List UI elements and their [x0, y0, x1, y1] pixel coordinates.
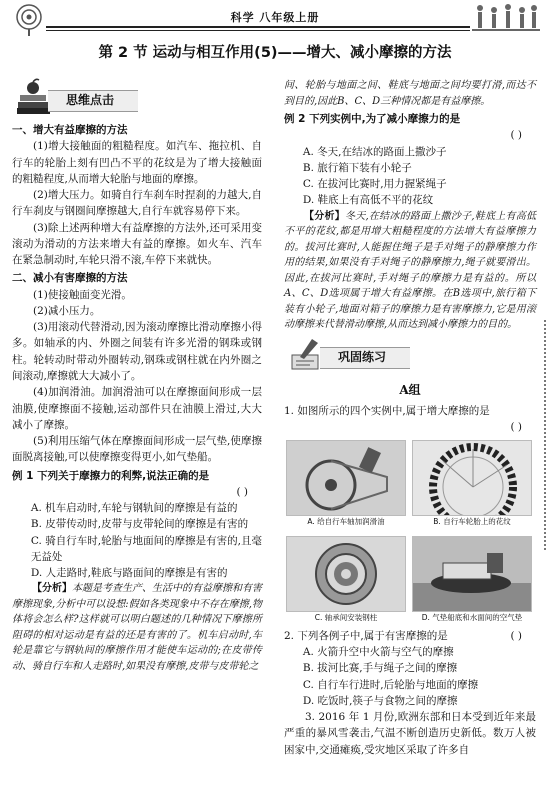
option-c: C. 自行车行进时,后轮胎与地面的摩擦	[302, 678, 479, 691]
question-2-text: 2. 下列各例子中,属于有害摩擦的是	[284, 629, 448, 642]
image-bike-chain	[286, 440, 406, 516]
banner-label: 巩固练习	[338, 349, 387, 364]
bearing-photo	[287, 537, 405, 611]
option-a: A. 机车启动时,车轮与钢轨间的摩擦是有益的	[30, 502, 238, 515]
practice-banner	[284, 335, 536, 375]
page-header	[0, 0, 550, 38]
method-paragraph: (2)增大压力。如骑自行车刹车时捏刹的力越大,自行车刹皮与钢圈间摩擦越大,自行车就容易停下来。	[12, 189, 262, 218]
question-3: 3. 2016 年 1 月份,欧洲东部和日本受到近年来最严重的暴风雪袭击,气温不断创造历史新低。数万人被困家中,交通瘫痪,受灾地区采取了许多自	[284, 711, 536, 756]
method-paragraph: (5)利用压缩气体在摩擦面间形成一层气垫,使摩擦面脱离接触,可以使摩擦变得更小,如气垫船。	[12, 435, 262, 464]
answer-parentheses: ( )	[236, 485, 248, 498]
header-rule	[46, 26, 470, 28]
question-2	[284, 628, 536, 644]
option-a: A. 冬天,在结冰的路面上撒沙子	[302, 145, 447, 158]
method-paragraph: (3)除上述两种增大有益摩擦的方法外,还可采用变滚动为滑动的方法来增大有益的摩擦。如火车、汽车在紧急制动时,车轮只滑不滚,车停下来就快。	[12, 221, 262, 267]
thinking-banner	[12, 78, 262, 118]
option-a: A. 火箭升空中火箭与空气的摩擦	[302, 645, 454, 658]
section-title: 第 2 节 运动与相互作用(5)——增大、减小摩擦的方法	[98, 45, 452, 61]
answer-parentheses: ( )	[510, 421, 522, 434]
analysis-label: 【分析】	[32, 583, 72, 595]
bike-tire-photo	[413, 441, 531, 515]
option-d: D. 人走路时,鞋底与路面间的摩擦是有害的	[30, 567, 228, 580]
header-rule-thin	[46, 30, 470, 31]
image-caption-a: A. 给自行车轴加润滑油	[307, 516, 385, 526]
left-column	[12, 76, 262, 674]
option-b: B. 皮带传动时,皮带与皮带轮间的摩擦是有害的	[30, 518, 249, 531]
option-c: C. 骑自行车时,轮胎与地面间的摩擦是有害的,且毫无益处	[30, 534, 262, 563]
option-d: D. 鞋底上有高低不平的花纹	[302, 194, 434, 207]
method-paragraph: (3)用滚动代替滑动,因为滚动摩擦比滑动摩擦小得多。如轴承的内、外圈之间装有许多光滑的钢珠或钢柱。轮转动时带动外圈转动,钢珠或钢柱就在内外圈之间滚动,摩擦就大大减小了。	[12, 321, 262, 382]
image-caption-d: D. 气垫船底和水面间的空气垫	[421, 612, 523, 622]
method-paragraph: (1)使接触面变光滑。	[33, 288, 132, 301]
analysis-continuation: 间、轮胎与地面之间、鞋底与地面之间均要打滑,而达不到目的,因此B、C、D三种情况都是有益摩擦。	[284, 80, 536, 107]
heading-increase: 一、增大有益摩擦的方法	[12, 124, 128, 136]
image-caption-b: B. 自行车轮胎上的花纹	[433, 516, 511, 526]
right-column	[284, 78, 536, 758]
answer-parentheses: ( )	[510, 629, 522, 642]
answer-parentheses: ( )	[510, 129, 522, 142]
heading-decrease: 二、减小有害摩擦的方法	[12, 272, 128, 285]
hovercraft-photo	[413, 537, 531, 611]
option-b: B. 拔河比赛,手与绳子之间的摩擦	[302, 662, 458, 675]
option-b: B. 旅行箱下装有小轮子	[302, 161, 412, 174]
bike-oiling-photo	[287, 441, 405, 515]
example-2-question: 例 2 下列实例中,为了减小摩擦力的是	[284, 113, 461, 125]
group-label: A组	[399, 382, 421, 397]
banner-label: 思维点击	[66, 93, 115, 107]
analysis-paragraph	[284, 209, 536, 333]
question-1-images	[284, 440, 536, 626]
image-bearing	[286, 536, 406, 612]
method-paragraph: (4)加润滑油。加润滑油可以在摩擦面间形成一层油膜,使摩擦面不接触,运动部件只在油膜上滑过,大大减小了摩擦。	[12, 386, 262, 431]
analysis-paragraph	[12, 581, 262, 674]
analysis-text: 本题是考查生产、生活中的有益摩擦和有害摩擦现象,分析中可以设想:假如各类现象中不存在摩擦,物体将会怎么样?这样就可以明白题述的几种情况下摩擦所阻碍的相对运动是有益的还是有害的了。机车启动时,车轮是靠它与钢轨间的摩擦作用才能使车运动的;在皮带传动、骑自行车和人走路时,如果没有摩擦,皮带与皮带轮之	[12, 583, 262, 672]
image-bike-tire	[412, 440, 532, 516]
children-silhouette-icon	[472, 2, 540, 36]
analysis-label: 【分析】	[304, 210, 345, 222]
method-paragraph: (1)增大接触面的粗糙程度。如汽车、拖拉机、自行车的轮胎上刻有凹凸不平的花纹是为了增大接触面的粗糙程度,从而增大轮胎与地面的摩擦。	[12, 140, 262, 185]
image-hovercraft	[412, 536, 532, 612]
page-edge-dots	[541, 320, 546, 550]
example-1-question: 例 1 下列关于摩擦力的利弊,说法正确的是	[12, 469, 210, 482]
image-caption-c: C. 轴承间安装钢柱	[314, 612, 378, 622]
option-c: C. 在拔河比赛时,用力握紧绳子	[302, 178, 447, 191]
analysis-text: 冬天,在结冰的路面上撒沙子,鞋底上有高低不平的花纹,都是用增大粗糙程度的方法增大有益摩擦力的。拔河比赛时,人能握住绳子是手对绳子的静摩擦力作用的结果,如果没有手对绳子的静摩擦力,绳子就要滑出。因此,在拔河比赛时,手对绳子的摩擦力是有益的。所以A、C、D选项属于增大有益摩擦。在B选项中,旅行箱下装有小轮子,地面对箱子的摩擦力是有害摩擦力,它是用滚动摩擦来代替滑动摩擦,从而达到减小摩擦力的目的。	[284, 210, 537, 331]
method-paragraph: (2)减小压力。	[33, 304, 101, 317]
header-title: 科学 八年级上册	[230, 11, 320, 24]
option-d: D. 吃饭时,筷子与食物之间的摩擦	[302, 694, 458, 707]
question-1: 1. 如图所示的四个实例中,属于增大摩擦的是	[284, 405, 490, 418]
